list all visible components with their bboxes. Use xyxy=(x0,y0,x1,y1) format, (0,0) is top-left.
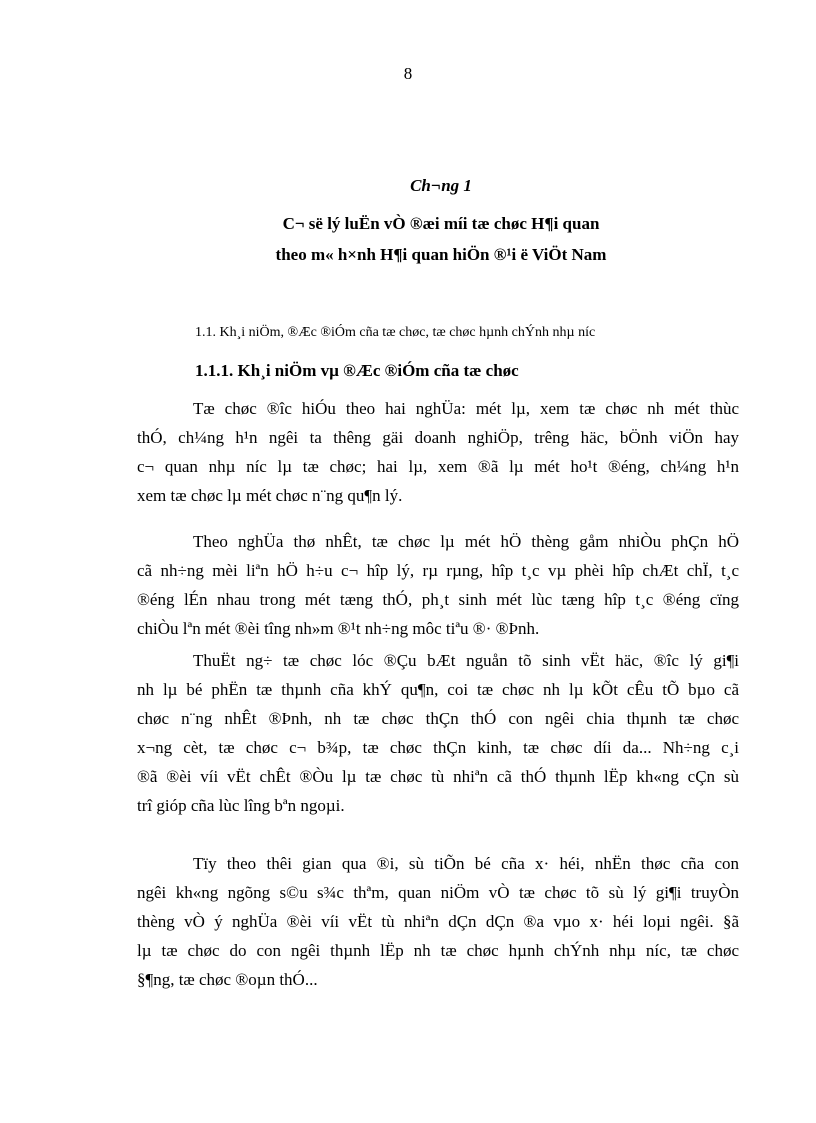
paragraph-line: xem tæ chøc lµ mét chøc n¨ng qu¶n lý. xyxy=(137,486,403,505)
paragraph-line: ®éng lÉn nhau trong mét tæng thÓ, ph¸t sinh mét lùc tæng hîp t¸c ®éng cïng xyxy=(137,590,739,609)
paragraph-2 xyxy=(137,527,739,643)
page-number: 8 xyxy=(403,64,413,83)
section-heading: 1.1. Kh¸i niÖm, ®Æc ®iÓm cña tæ chøc, tæ chøc hµnh chÝnh nhµ níc xyxy=(195,325,596,340)
paragraph-line: cã nh÷ng mèi liªn hÖ h÷u c¬ hîp lý, rµ rµng, hîp t¸c vµ phèi hîp chÆt chÏ, t¸c xyxy=(137,561,739,580)
paragraph-line: thÓ, ch¼ng h¹n ngêi ta thêng gäi doanh nghiÖp, trêng häc, bÖnh viÖn hay xyxy=(137,428,739,447)
paragraph-line: trî gióp cña lùc lîng bªn ngoµi. xyxy=(137,796,345,815)
paragraph-line: nh lµ bé phËn tæ thµnh cña khÝ qu¶n, coi tæ chøc nh lµ kÕt cÊu tÕ bµo cã xyxy=(137,680,739,699)
paragraph-line: ®ã ®èi víi vËt chÊt ®Òu lµ tæ chøc tù nhiªn cã thÓ thµnh lËp kh«ng cÇn sù xyxy=(137,767,739,786)
paragraph-line: c¬ quan nhµ níc lµ tæ chøc; hai lµ, xem ®ã lµ mét ho¹t ®éng, ch¼ng h¹n xyxy=(137,457,739,476)
paragraph-line: lµ tæ chøc do con ngêi thµnh lËp nh tæ chøc hµnh chÝnh nhµ níc, tæ chøc xyxy=(137,941,739,960)
paragraph-line: Theo nghÜa thø nhÊt, tæ chøc lµ mét hÖ thèng gåm nhiÒu phÇn hÖ xyxy=(193,532,739,551)
chapter-title-line-2: theo m« h×nh H¶i quan hiÖn ®¹i ë ViÖt Nam xyxy=(275,245,607,264)
paragraph-line: Tæ chøc ®îc hiÓu theo hai nghÜa: mét lµ, xem tæ chøc nh mét thùc xyxy=(193,399,739,418)
paragraph-line: chøc n¨ng nhÊt ®Þnh, nh tæ chøc thÇn thÓ con ngêi chia thµnh tæ chøc xyxy=(137,709,739,728)
paragraph-1 xyxy=(137,394,739,510)
paragraph-line: ThuËt ng÷ tæ chøc lóc ®Çu bÆt nguån tõ sinh vËt häc, ®îc lý gi¶i xyxy=(193,651,739,670)
paragraph-line: §¶ng, tæ chøc ®oµn thÓ... xyxy=(137,970,318,989)
paragraph-line: thèng vÒ ý nghÜa ®èi víi vËt tù nhiªn dÇn dÇn ®a vµo x· héi loµi ngêi. §ã xyxy=(137,912,739,931)
paragraph-4 xyxy=(137,849,739,994)
paragraph-3 xyxy=(137,646,739,820)
paragraph-line: chiÒu lªn mét ®èi tîng nh»m ®¹t nh÷ng môc tiªu ®· ®Þnh. xyxy=(137,619,540,638)
chapter-label: Ch¬ng 1 xyxy=(410,176,472,195)
paragraph-line: x¬ng cèt, tæ chøc c¬ b¾p, tæ chøc thÇn kinh, tæ chøc díi da... Nh÷ng c¸i xyxy=(137,738,739,757)
paragraph-line: Tïy theo thêi gian qua ®i, sù tiÕn bé cña x· héi, nhËn thøc cña con xyxy=(193,854,739,873)
chapter-title-line-1: C¬ së lý luËn vÒ ®æi míi tæ chøc H¶i quan xyxy=(282,214,600,233)
subsection-heading: 1.1.1. Kh¸i niÖm vµ ®Æc ®iÓm cña tæ chøc xyxy=(195,361,519,380)
paragraph-line: ngêi kh«ng ngõng s©u s¾c thªm, quan niÖm vÒ tæ chøc tõ sù lý gi¶i truyÒn xyxy=(137,883,739,902)
